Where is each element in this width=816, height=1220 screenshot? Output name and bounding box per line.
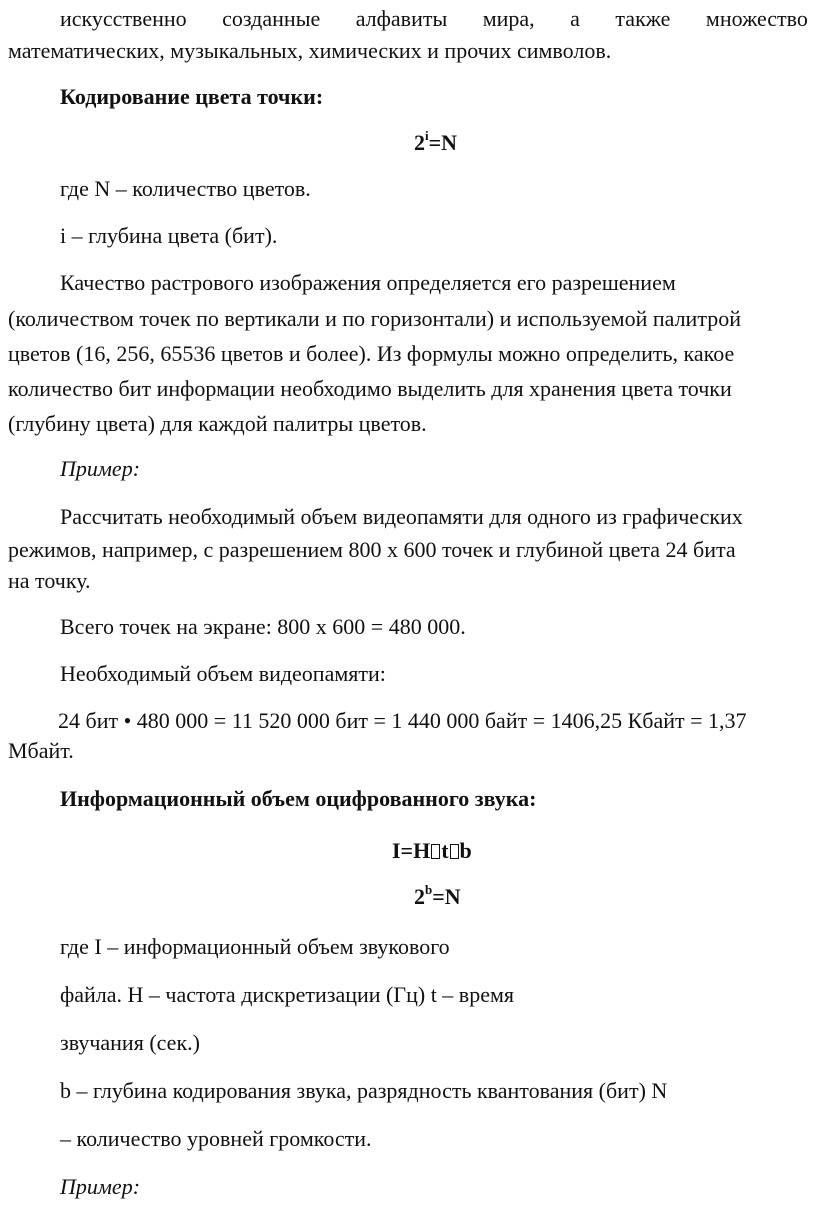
formula-part: I=H: [392, 838, 431, 863]
paragraph-line: (глубину цвета) для каждой палитры цветов.: [8, 411, 427, 436]
paragraph-line: Качество растрового изображения определяется его разрешением: [60, 270, 676, 295]
word: мира,: [482, 6, 535, 31]
multiplication-glyph: [431, 844, 440, 859]
sound-definition-line: где I – информационный объем звукового: [60, 934, 450, 959]
formula-color: [414, 127, 458, 156]
formula-part: b: [459, 838, 472, 863]
definition-i: i – глубина цвета (бит).: [60, 223, 278, 248]
formula-rest: =N: [428, 130, 458, 155]
sound-definition-line: звучания (сек.): [60, 1030, 200, 1055]
total-points: Всего точек на экране: 800 х 600 = 480 000.: [60, 614, 466, 639]
formula-exponent: b: [425, 881, 433, 897]
paragraph-line: цветов (16, 256, 65536 цветов и более). Из формулы можно определить, какое: [8, 341, 735, 366]
paragraph-line: количество бит информации необходимо выделить для хранения цвета точки: [8, 376, 732, 401]
definition-n: где N – количество цветов.: [60, 176, 311, 201]
intro-line-2: математических, музыкальных, химических и прочих символов.: [8, 38, 612, 63]
word: искусственно: [60, 6, 187, 31]
multiplication-glyph: [450, 844, 459, 859]
word: множество: [705, 6, 808, 31]
word: созданные: [222, 6, 321, 31]
intro-line-1: [60, 6, 808, 32]
word: а: [570, 6, 580, 31]
sound-definition-line: – количество уровней громкости.: [60, 1126, 372, 1151]
word: также: [615, 6, 671, 31]
calculation-line: 24 бит • 480 000 = 11 520 000 бит = 1 440 000 байт = 1406,25 Кбайт = 1,37: [58, 708, 747, 733]
sound-definition-line: файла. H – частота дискретизации (Гц) t – время: [60, 982, 514, 1007]
formula-exponent: i: [425, 127, 429, 143]
paragraph-line: на точку.: [8, 568, 91, 593]
example-label: Пример:: [60, 456, 141, 481]
word: алфавиты: [355, 6, 448, 31]
sound-definition-line: b – глубина кодирования звука, разрядность квантования (бит) N: [60, 1078, 668, 1103]
paragraph-line: Рассчитать необходимый объем видеопамяти для одного из графических: [60, 504, 743, 529]
formula-sound: [392, 838, 472, 864]
example-label: Пример:: [60, 1174, 141, 1199]
formula-rest: =N: [432, 884, 461, 909]
formula-base: 2: [414, 884, 425, 909]
formula-base: 2: [414, 130, 425, 155]
needed-memory: Необходимый объем видеопамяти:: [60, 661, 386, 686]
paragraph-line: режимов, например, с разрешением 800 х 600 точек и глубиной цвета 24 бита: [8, 537, 736, 562]
calculation-line: Мбайт.: [8, 738, 74, 763]
heading-sound-volume: Информационный объем оцифрованного звука:: [60, 786, 537, 811]
formula-levels: [414, 881, 461, 910]
heading-color-encoding: Кодирование цвета точки:: [60, 84, 324, 109]
paragraph-line: (количеством точек по вертикали и по горизонтали) и используемой палитрой: [8, 306, 741, 331]
formula-part: t: [441, 838, 449, 863]
